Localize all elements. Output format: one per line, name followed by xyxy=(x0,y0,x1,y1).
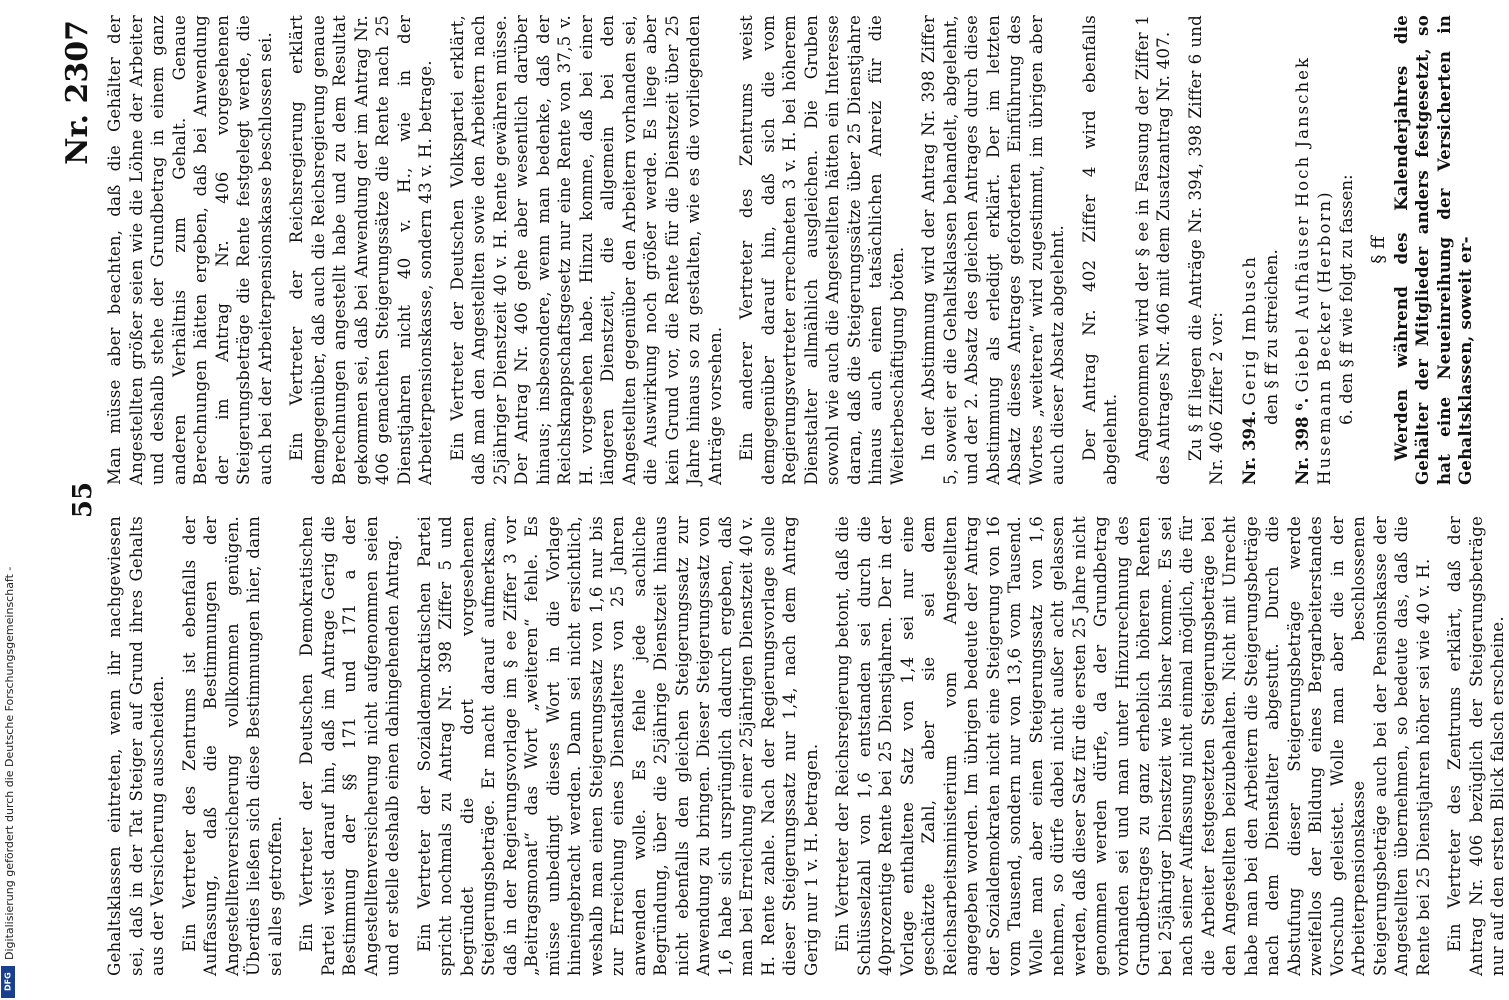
right-column xyxy=(104,15,1475,485)
paragraph: Ein Vertreter der Reichsregierung betont, daß die Schlüsselzahl von 1,6 entstanden sei durch die 40prozentige Rente bei 25 Dienstjahren. Der in der Vorlage enthaltene Satz von 1,4 sei nur eine geschätzte Zahl, aber sie sei dem Reichsarbeitsministerium vom Angestellten angegeben worden. Im übrigen bedeute der Antrag der Sozialdemokraten nicht eine Steigerung von 16 vom Tausend, sondern nur von 13,6 vom Tausend. Wolle man aber einen Steigerungssatz von 1,6 nehmen, so dürfe dabei nicht außer acht gelassen werden, daß dieser Satz für die ersten 25 Jahre nicht genommen werden dürfe, da der Grundbetrag vorhanden sei und man unter Hinzurechnung des Grundbetrages zu ganz erheblich höheren Renten bei 25jähriger Dienstzeit wie bisher komme. Es sei nach seiner Auffassung nicht einmal möglich, die für die Arbeiter festgesetzten Steigerungsbeträge bei den Angestellten beizubehalten. Nicht mit Unrecht habe man bei den Arbeitern die Steigerungsbeträge nach dem Dienstalter abgestuft. Durch die Abstufung dieser Steigerungsbeträge werde zweifellos der Bildung eines Bergarbeiterstandes Vorschub geleistet. Wolle man aber die in der Arbeiterpensionskasse beschlossenen Steigerungsbeträge auch bei der Pensionskasse der Angestellten übernehmen, so bedeute das, daß die Rente bei 25 Dienstjahren höher sei wie 40 v. H. xyxy=(833,516,1433,976)
motion-signatories: Gerig Imbusch xyxy=(1239,255,1259,406)
digitization-credit: Digitalisierung gefördert durch die Deutsche Forschungsgemeinschaft - xyxy=(3,566,16,960)
document-number: Nr. 2307 xyxy=(60,20,95,165)
paragraph: Angenommen wird der § ee in Fassung der Ziffer 1 des Antrages Nr. 406 mit dem Zusatzantrag Nr. 407. xyxy=(1132,15,1173,485)
paragraph: Man müsse aber beachten, daß die Gehälter der Angestellten größer seien wie die Löhne der Arbeiter und deshalb stehe der Grundbetrag in einem ganz anderen Verhältnis zum Gehalt. Genaue Berechnungen hätten ergeben, daß bei Anwendung der im Antrag Nr. 406 vorgesehenen Steigerungsbeträge die Rente festgelegt werde, die auch bei der Arbeiterpensionskasse beschlossen sei. xyxy=(105,15,275,485)
left-column xyxy=(104,516,1507,976)
paragraph: Zu § ff liegen die Anträge Nr. 394, 398 Ziffer 6 und Nr. 406 Ziffer 2 vor: xyxy=(1185,15,1226,485)
motion-number: Nr. 394. xyxy=(1238,410,1259,485)
paragraph: Der Antrag Nr. 402 Ziffer 4 wird ebenfalls abgelehnt. xyxy=(1079,15,1120,485)
motion-text: den § ff zu streichen. xyxy=(1261,249,1281,425)
motion-text: 6. den § ff wie folgt zu fassen: xyxy=(1336,174,1356,425)
section-mark: § ff xyxy=(1367,236,1389,264)
paragraph: Ein anderer Vertreter des Zentrums weist demgegenüber darauf hin, daß sich die vom Regierungsvertreter errechneten 3 v. H. bei höherem Dienstalter allmählich ausgleichen. Die Gruben sowohl wie auch die Angestellten hätten ein Interesse daran, daß die Steigerungssätze über 25 Dienstjahre hinaus auch einen tatsächlichen Anreiz für die Weiterbeschäftigung böten. xyxy=(737,15,907,485)
paragraph: In der Abstimmung wird der Antrag Nr. 398 Ziffer 5, soweit er die Gehaltsklassen behandelt, abgelehnt, und der 2. Absatz des gleichen Antrages durch diese Abstimmung als erledigt erklärt. Der im letzten Absatz dieses Antrages geforderten Einführung des Wortes „weiteren“ wird zugestimmt, im übrigen aber auch dieser Absatz abgelehnt. xyxy=(919,15,1067,485)
paragraph: Gehaltsklassen eintreten, wenn ihr nachgewiesen sei, daß in der Tat Steiger auf Grund ihres Gehalts aus der Versicherung ausscheiden. xyxy=(105,516,167,976)
paragraph: Werden während des Kalenderjahres die Gehälter der Mitglieder anders festgesetzt, so hat eine Neueinreihung der Versicherten in Gehaltsklassen, soweit er- xyxy=(1390,15,1475,485)
paragraph: Ein Vertreter der Deutschen Demokratischen Partei weist darauf hin, daß im Antrage Gerig die Bestimmung der §§ 171 und 171 a der Angestelltenversicherung nicht aufgenommen seien und er stelle deshalb einen dahingehenden Antrag. xyxy=(297,516,402,976)
paragraph: Ein Vertreter des Zentrums erklärt, daß der Antrag Nr. 406 bezüglich der Steigerungsbeträge nur auf den ersten Blick falsch erscheine. xyxy=(1445,516,1507,976)
paragraph: Ein Vertreter der Reichsregierung erklärt demgegenüber, daß auch die Reichsregierung genaue Berechnungen angestellt habe und zu dem Resultat gekommen sei, daß bei Anwendung der im Antrag Nr. 406 gemachten Steigerungssätze die Rente nach 25 Dienstjahren nicht 40 v. H., wie in der Arbeiterpensionskasse, sondern 43 v. H. betrage. xyxy=(287,15,435,485)
paragraph: Ein Vertreter der Sozialdemokratischen Partei spricht nochmals zu Antrag Nr. 398 Ziffer 5 und begründet die dort vorgesehenen Steigerungsbeträge. Er macht darauf aufmerksam, daß in der Regierungsvorlage im § ee Ziffer 3 vor „Beitragsmonat“ das Wort „weiteren“ fehle. Es müsse unbedingt dieses Wort in die Vorlage hineingebracht werden. Dann sei nicht ersichtlich, weshalb man einen Steigerungssatz von 1,6 nur bis zur Erreichung eines Dienstalters von 25 Jahren anwenden wolle. Es fehle jede sachliche Begründung, über die 25jährige Dienstzeit hinaus nicht ebenfalls den gleichen Steigerungssatz zur Anwendung zu bringen. Dieser Steigerungssatz von 1,6 habe sich ursprünglich dadurch ergeben, daß man bei Erreichung einer 25jährigen Dienstzeit 40 v. H. Rente zahle. Nach der Regierungsvorlage solle dieser Steigerungssatz nur 1,4, nach dem Antrag Gerig nur 1 v. H. betragen. xyxy=(414,516,821,976)
motion-signatories: Giebel Aufhäuser Hoch Janschek Husemann Becker (Herborn) xyxy=(1292,55,1334,485)
motion-entry xyxy=(1291,15,1358,485)
paragraph: Ein Vertreter der Deutschen Volkspartei erklärt, daß man den Angestellten sowie den Arbeitern nach 25jähriger Dienstzeit 40 v. H. Rente gewähren müsse. Der Antrag Nr. 406 gehe aber wesentlich darüber hinaus; insbesondere, wenn man bedenke, daß der Reichsknappschaftsgesetz nur eine Rente von 37,5 v. H. vorgesehen habe. Hinzu komme, daß bei einer längeren Dienstzeit, die allgemein bei den Angestellten gegenüber den Arbeitern vorhanden sei, die Auswirkung noch größer werde. Es liege aber kein Grund vor, die Rente für die Dienstzeit über 25 Jahre hinaus so zu gestalten, wie es die vorliegenden Anträge vorsehen. xyxy=(447,15,725,485)
motion-entry xyxy=(1238,15,1283,485)
page-number: 55 xyxy=(68,481,98,519)
motion-number: Nr. 398 ⁶. xyxy=(1291,397,1312,485)
dfg-logo: DFG xyxy=(1,966,15,998)
paragraph: Ein Vertreter des Zentrums ist ebenfalls der Auffassung, daß die Bestimmungen der Angestelltenversicherung vollkommen genügen. Überdies ließen sich diese Bestimmungen hier, dann sei alles getroffen. xyxy=(179,516,285,976)
